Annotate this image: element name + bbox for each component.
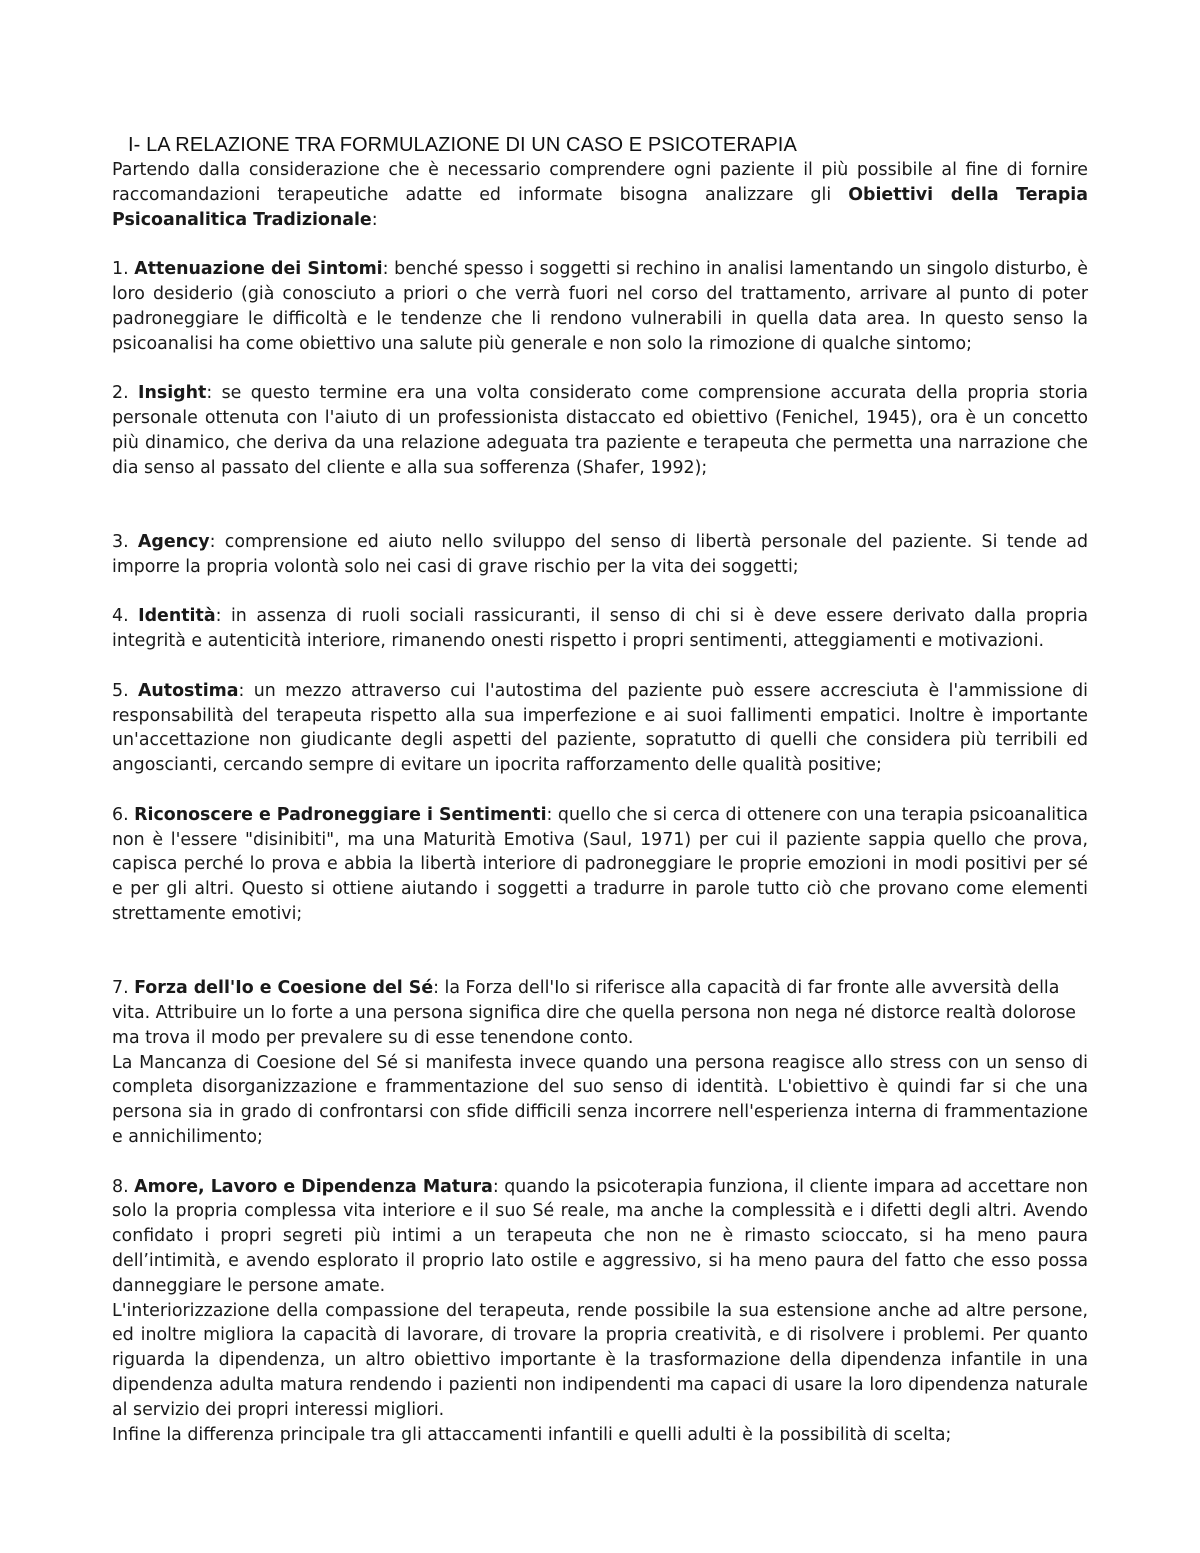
item-heading: Attenuazione dei Sintomi <box>134 259 383 280</box>
list-item-3 <box>112 530 1088 580</box>
item-heading: Agency <box>137 531 210 552</box>
intro-end: : <box>371 209 378 230</box>
item-number: 6. <box>112 804 135 825</box>
intro-paragraph <box>112 158 1088 232</box>
item-heading: Amore, Lavoro e Dipendenza Matura <box>134 1176 493 1197</box>
document-page <box>112 132 1088 1447</box>
item-body: : in assenza di ruoli sociali rassicuranti, il senso di chi si è deve essere derivato dalla propria integrità e autenticità interiore, rimanendo onesti rispetto i propri sentimenti, atteggiamenti e motivazioni. <box>112 606 1088 652</box>
list-item-1 <box>112 257 1088 356</box>
item-number: 4. <box>112 606 139 627</box>
item-heading: Riconoscere e Padroneggiare i Sentimenti <box>134 804 547 825</box>
item-number: 8. <box>112 1176 135 1197</box>
item-number: 7. <box>112 978 135 999</box>
list-item-6 <box>112 803 1088 927</box>
list-item-8-continuation: L'interiorizzazione della compassione del terapeuta, rende possibile la sua estensione anche ad altre persone, ed inoltre migliora la capacità di lavorare, di trovare la propria creatività, e di risolvere i problemi. Per quanto riguarda la dipendenza, un altro obiettivo importante è la trasformazione della dipendenza infantile in una dipendenza adulta matura rendendo i pazienti non indipendenti ma capaci di usare la loro dipendenza naturale al servizio dei propri interessi migliori. <box>112 1300 1088 1420</box>
item-body: : se questo termine era una volta considerato come comprensione accurata della propria storia personale ottenuta con l'aiuto di un professionista distaccato ed obiettivo (Fenichel, 1945), ora è un concetto più dinamico, che deriva da una relazione adeguata tra paziente e terapeuta che permetta una narrazione che dia senso al passato del cliente e alla sua sofferenza (Shafer, 1992); <box>112 383 1088 478</box>
list-item-8-conclusion: Infine la differenza principale tra gli attaccamenti infantili e quelli adulti è la possibilità di scelta; <box>112 1424 952 1445</box>
list-item-7 <box>112 976 1088 1050</box>
document-title: I- LA RELAZIONE TRA FORMULAZIONE DI UN CASO E PSICOTERAPIA <box>128 134 797 156</box>
list-item-5 <box>112 679 1088 778</box>
item-number: 1. <box>112 259 135 280</box>
item-body: : comprensione ed aiuto nello sviluppo del senso di libertà personale del paziente. Si tende ad imporre la propria volontà solo nei casi di grave rischio per la vita dei soggetti; <box>112 531 1089 577</box>
item-body: : quando la psicoterapia funziona, il cliente impara ad accettare non solo la propria complessa vita interiore e il suo Sé reale, ma anche la complessità e i difetti degli altri. Avendo confidato i propri segreti più intimi a un terapeuta che non ne è rimasto scioccato, si ha meno paura dell’intimità, e avendo esplorato il proprio lato ostile e aggressivo, si ha meno paura del fatto che esso possa danneggiare le persone amate. <box>112 1176 1088 1296</box>
item-number: 2. <box>112 383 138 404</box>
item-heading: Forza dell'Io e Coesione del Sé <box>134 978 434 999</box>
list-item-4 <box>112 604 1088 654</box>
list-item-2 <box>112 381 1088 480</box>
item-heading: Autostima <box>137 680 239 701</box>
list-item-7-continuation: La Mancanza di Coesione del Sé si manifesta invece quando una persona reagisce allo stress con un senso di completa disorganizzazione e frammentazione del suo senso di identità. L'obiettivo è quindi far si che una persona sia in grado di confrontarsi con sfide difficili senza incorrere nell'esperienza interna di frammentazione e annichilimento; <box>112 1052 1088 1148</box>
intro-bold: Obiettivi della Terapia Psicoanalitica Tradizionale <box>112 184 1088 230</box>
item-body: : la Forza dell'Io si riferisce alla capacità di far fronte alle avversità della vita. Attribuire un Io forte a una persona significa dire che quella persona non nega né distorce realtà dolorose ma trova il modo per prevalere su di esse tenendone conto. <box>112 978 1076 1048</box>
item-number: 3. <box>112 531 138 552</box>
item-body: : un mezzo attraverso cui l'autostima del paziente può essere accresciuta è l'ammissione di responsabilità del terapeuta rispetto alla sua imperfezione e ai suoi fallimenti empatici. Inoltre è importante un'accettazione non giudicante degli aspetti del paziente, sopratutto di quelli che considera più terribili ed angoscianti, cercando sempre di evitare un ipocrita rafforzamento delle qualità positive; <box>112 680 1088 776</box>
list-item-8 <box>112 1175 1088 1299</box>
item-body: : benché spesso i soggetti si rechino in analisi lamentando un singolo disturbo, è loro desiderio (già conosciuto a priori o che verrà fuori nel corso del trattamento, arrivare al punto di poter padroneggiare le difficoltà e le tendenze che li rendono vulnerabili in quella data area. In questo senso la psicoanalisi ha come obiettivo una salute più generale e non solo la rimozione di qualche sintomo; <box>112 259 1088 354</box>
item-number: 5. <box>112 680 138 701</box>
item-heading: Identità <box>138 606 216 627</box>
intro-text: Partendo dalla considerazione che è necessario comprendere ogni paziente il più possibile al fine di fornire raccomandazioni terapeutiche adatte ed informate bisogna analizzare gli <box>112 160 1088 205</box>
item-body: : quello che si cerca di ottenere con una terapia psicoanalitica non è l'essere "disinibiti", ma una Maturità Emotiva (Saul, 1971) per cui il paziente sappia quello che prova, capisca perché lo prova e abbia la libertà interiore di padroneggiare le proprie emozioni in modi positivi per sé e per gli altri. Questo si ottiene aiutando i soggetti a tradurre in parole tutto ciò che provano come elementi strettamente emotivi; <box>112 804 1088 924</box>
item-heading: Insight <box>138 383 207 404</box>
